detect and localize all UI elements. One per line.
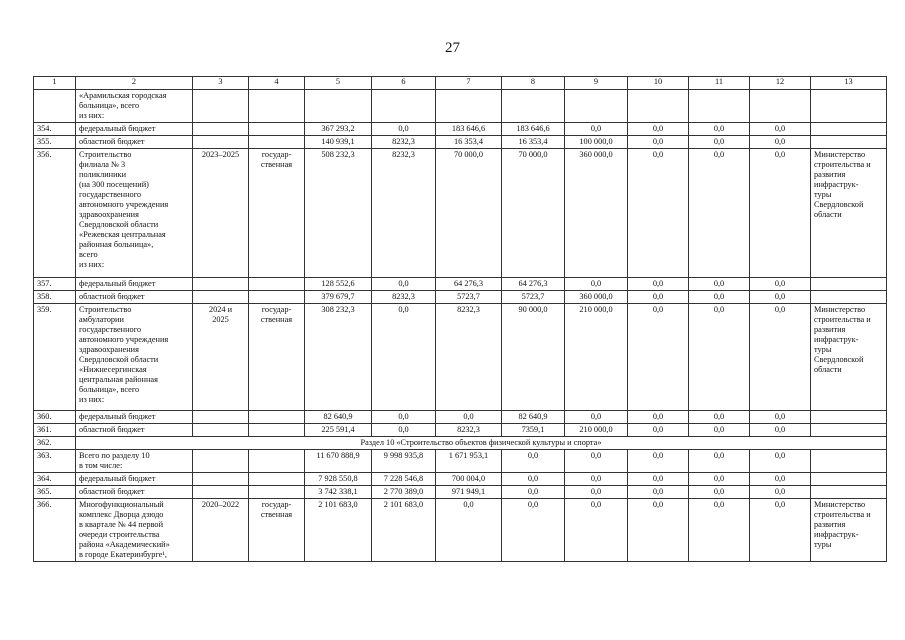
period-cell (193, 486, 249, 499)
amount-cell: 0,0 (628, 424, 689, 437)
amount-cell: 0,0 (750, 424, 811, 437)
amount-cell: 379 679,7 (305, 291, 372, 304)
row-number: 354. (34, 123, 76, 136)
row-number: 357. (34, 278, 76, 291)
amount-cell: 0,0 (628, 291, 689, 304)
amount-cell: 8232,3 (372, 291, 436, 304)
column-header: 2 (76, 77, 193, 90)
amount-cell: 0,0 (750, 411, 811, 424)
row-number: 362. (34, 437, 76, 450)
row-description: Всего по разделу 10 в том числе: (76, 450, 193, 473)
amount-cell: 2 101 683,0 (305, 499, 372, 562)
table-row (34, 450, 887, 473)
ownership-cell (249, 411, 305, 424)
row-number: 358. (34, 291, 76, 304)
amount-cell: 0,0 (628, 304, 689, 411)
row-number: 356. (34, 149, 76, 278)
amount-cell: 0,0 (565, 450, 628, 473)
amount-cell: 0,0 (628, 473, 689, 486)
amount-cell: 70 000,0 (436, 149, 502, 278)
responsible-cell: Министерство строительства и развития инфраструк- туры Свердловской области (811, 149, 887, 278)
amount-cell: 0,0 (689, 473, 750, 486)
responsible-cell (811, 123, 887, 136)
row-description: федеральный бюджет (76, 278, 193, 291)
amount-cell: 971 949,1 (436, 486, 502, 499)
ownership-cell (249, 450, 305, 473)
column-header: 11 (689, 77, 750, 90)
row-number: 364. (34, 473, 76, 486)
ownership-cell: государ- ственная (249, 149, 305, 278)
amount-cell: 0,0 (372, 278, 436, 291)
amount-cell: 7 228 546,8 (372, 473, 436, 486)
budget-table (33, 76, 887, 562)
responsible-cell (811, 411, 887, 424)
amount-cell: 0,0 (565, 123, 628, 136)
row-number: 361. (34, 424, 76, 437)
column-header: 6 (372, 77, 436, 90)
amount-cell: 0,0 (372, 424, 436, 437)
row-description: Строительство амбулатории государственного автономного учреждения здравоохранения Свердловской области «Нижнесергинская центральная районная больница», всего из них: (76, 304, 193, 411)
amount-cell: 0,0 (628, 450, 689, 473)
amount-cell: 0,0 (750, 123, 811, 136)
amount-cell: 360 000,0 (565, 149, 628, 278)
amount-cell: 700 004,0 (436, 473, 502, 486)
amount-cell: 2 770 389,0 (372, 486, 436, 499)
table-row (34, 278, 887, 291)
amount-cell: 210 000,0 (565, 304, 628, 411)
row-description: областной бюджет (76, 136, 193, 149)
amount-cell: 2 101 683,0 (372, 499, 436, 562)
amount-cell: 5723,7 (502, 291, 565, 304)
amount-cell: 0,0 (628, 123, 689, 136)
amount-cell: 16 353,4 (436, 136, 502, 149)
amount-cell: 210 000,0 (565, 424, 628, 437)
amount-cell: 0,0 (436, 499, 502, 562)
column-header: 8 (502, 77, 565, 90)
amount-cell: 1 671 953,1 (436, 450, 502, 473)
amount-cell: 0,0 (689, 486, 750, 499)
amount-cell: 0,0 (689, 149, 750, 278)
responsible-cell (811, 278, 887, 291)
period-cell: 2023–2025 (193, 149, 249, 278)
row-description: Многофункциональный комплекс Дворца дзюдо в квартале № 44 первой очереди строительства района «Академический» в городе Екатеринбурге¹, (76, 499, 193, 562)
page-number: 27 (445, 40, 460, 56)
column-header: 10 (628, 77, 689, 90)
amount-cell: 183 646,6 (502, 123, 565, 136)
amount-cell: 0,0 (628, 278, 689, 291)
amount-cell: 0,0 (502, 486, 565, 499)
amount-cell: 0,0 (750, 450, 811, 473)
column-header: 4 (249, 77, 305, 90)
amount-cell: 82 640,9 (305, 411, 372, 424)
amount-cell: 3 742 338,1 (305, 486, 372, 499)
row-number: 360. (34, 411, 76, 424)
amount-cell: 0,0 (436, 411, 502, 424)
amount-cell: 90 000,0 (502, 304, 565, 411)
amount-cell: 0,0 (565, 499, 628, 562)
amount-cell: 508 232,3 (305, 149, 372, 278)
row-number: 366. (34, 499, 76, 562)
amount-cell: 0,0 (689, 123, 750, 136)
column-header: 7 (436, 77, 502, 90)
amount-cell: 11 670 888,9 (305, 450, 372, 473)
amount-cell: 0,0 (750, 136, 811, 149)
row-description: федеральный бюджет (76, 123, 193, 136)
responsible-cell (811, 424, 887, 437)
period-cell (193, 136, 249, 149)
amount-cell: 0,0 (750, 473, 811, 486)
amount-cell: 0,0 (689, 499, 750, 562)
row-number: 359. (34, 304, 76, 411)
column-header: 9 (565, 77, 628, 90)
amount-cell: 16 353,4 (502, 136, 565, 149)
amount-cell: 0,0 (372, 304, 436, 411)
column-header: 1 (34, 77, 76, 90)
amount-cell: 8232,3 (436, 424, 502, 437)
table-row (34, 411, 887, 424)
ownership-cell (249, 473, 305, 486)
amount-cell: 183 646,6 (436, 123, 502, 136)
amount-cell: 0,0 (628, 486, 689, 499)
section-title: Раздел 10 «Строительство объектов физической культуры и спорта» (76, 437, 887, 450)
row-description: федеральный бюджет (76, 473, 193, 486)
amount-cell: 0,0 (689, 450, 750, 473)
amount-cell: 0,0 (565, 278, 628, 291)
amount-cell: 8232,3 (436, 304, 502, 411)
ownership-cell (249, 136, 305, 149)
amount-cell: 140 939,1 (305, 136, 372, 149)
row-description: областной бюджет (76, 486, 193, 499)
period-cell (193, 424, 249, 437)
period-cell (193, 411, 249, 424)
amount-cell: 225 591,4 (305, 424, 372, 437)
amount-cell: 308 232,3 (305, 304, 372, 411)
amount-cell: 0,0 (750, 291, 811, 304)
column-header-row (34, 77, 887, 90)
amount-cell: 0,0 (565, 411, 628, 424)
amount-cell: 0,0 (628, 149, 689, 278)
section-row (34, 437, 887, 450)
amount-cell: 8232,3 (372, 149, 436, 278)
amount-cell: 0,0 (750, 149, 811, 278)
amount-cell: 0,0 (689, 424, 750, 437)
continuation-row (34, 90, 887, 123)
ownership-cell (249, 278, 305, 291)
row-description: «Арамильская городская больница», всего из них: (76, 90, 193, 123)
responsible-cell (811, 473, 887, 486)
ownership-cell (249, 486, 305, 499)
amount-cell: 8232,3 (372, 136, 436, 149)
period-cell: 2020–2022 (193, 499, 249, 562)
column-header: 12 (750, 77, 811, 90)
amount-cell: 0,0 (689, 304, 750, 411)
responsible-cell: Министерство строительства и развития инфраструк- туры (811, 499, 887, 562)
amount-cell: 7 928 550,8 (305, 473, 372, 486)
amount-cell: 64 276,3 (436, 278, 502, 291)
ownership-cell: государ- ственная (249, 499, 305, 562)
amount-cell: 0,0 (502, 473, 565, 486)
amount-cell: 0,0 (372, 123, 436, 136)
amount-cell: 0,0 (750, 499, 811, 562)
column-header: 5 (305, 77, 372, 90)
row-description: Строительство филиала № 3 поликлиники (на 300 посещений) государственного автономного учреждения здравоохранения Свердловской области «Режевская центральная районная больница», всего из них: (76, 149, 193, 278)
amount-cell: 100 000,0 (565, 136, 628, 149)
responsible-cell (811, 136, 887, 149)
table-row (34, 304, 887, 411)
amount-cell: 0,0 (689, 136, 750, 149)
row-description: федеральный бюджет (76, 411, 193, 424)
amount-cell: 0,0 (689, 278, 750, 291)
row-description: областной бюджет (76, 291, 193, 304)
amount-cell: 9 998 935,8 (372, 450, 436, 473)
ownership-cell (249, 424, 305, 437)
table-row (34, 424, 887, 437)
amount-cell: 70 000,0 (502, 149, 565, 278)
period-cell: 2024 и 2025 (193, 304, 249, 411)
amount-cell: 367 293,2 (305, 123, 372, 136)
amount-cell: 360 000,0 (565, 291, 628, 304)
table-row (34, 499, 887, 562)
responsible-cell: Министерство строительства и развития инфраструк- туры Свердловской области (811, 304, 887, 411)
period-cell (193, 278, 249, 291)
ownership-cell (249, 291, 305, 304)
period-cell (193, 450, 249, 473)
amount-cell: 0,0 (628, 499, 689, 562)
amount-cell: 0,0 (502, 499, 565, 562)
amount-cell: 0,0 (689, 411, 750, 424)
row-number: 355. (34, 136, 76, 149)
table-row (34, 136, 887, 149)
table-row (34, 473, 887, 486)
amount-cell: 0,0 (565, 473, 628, 486)
table-row (34, 486, 887, 499)
column-header: 3 (193, 77, 249, 90)
amount-cell: 7359,1 (502, 424, 565, 437)
amount-cell: 64 276,3 (502, 278, 565, 291)
amount-cell: 0,0 (750, 486, 811, 499)
period-cell (193, 123, 249, 136)
amount-cell: 128 552,6 (305, 278, 372, 291)
amount-cell: 5723,7 (436, 291, 502, 304)
responsible-cell (811, 486, 887, 499)
period-cell (193, 291, 249, 304)
amount-cell: 0,0 (750, 278, 811, 291)
amount-cell: 0,0 (628, 411, 689, 424)
ownership-cell (249, 123, 305, 136)
responsible-cell (811, 291, 887, 304)
row-description: областной бюджет (76, 424, 193, 437)
row-number: 363. (34, 450, 76, 473)
table-row (34, 291, 887, 304)
row-number: 365. (34, 486, 76, 499)
amount-cell: 0,0 (628, 136, 689, 149)
table-row (34, 149, 887, 278)
period-cell (193, 473, 249, 486)
amount-cell: 0,0 (565, 486, 628, 499)
amount-cell: 0,0 (502, 450, 565, 473)
responsible-cell (811, 450, 887, 473)
amount-cell: 0,0 (750, 304, 811, 411)
amount-cell: 0,0 (372, 411, 436, 424)
column-header: 13 (811, 77, 887, 90)
amount-cell: 0,0 (689, 291, 750, 304)
table-row (34, 123, 887, 136)
ownership-cell: государ- ственная (249, 304, 305, 411)
amount-cell: 82 640,9 (502, 411, 565, 424)
